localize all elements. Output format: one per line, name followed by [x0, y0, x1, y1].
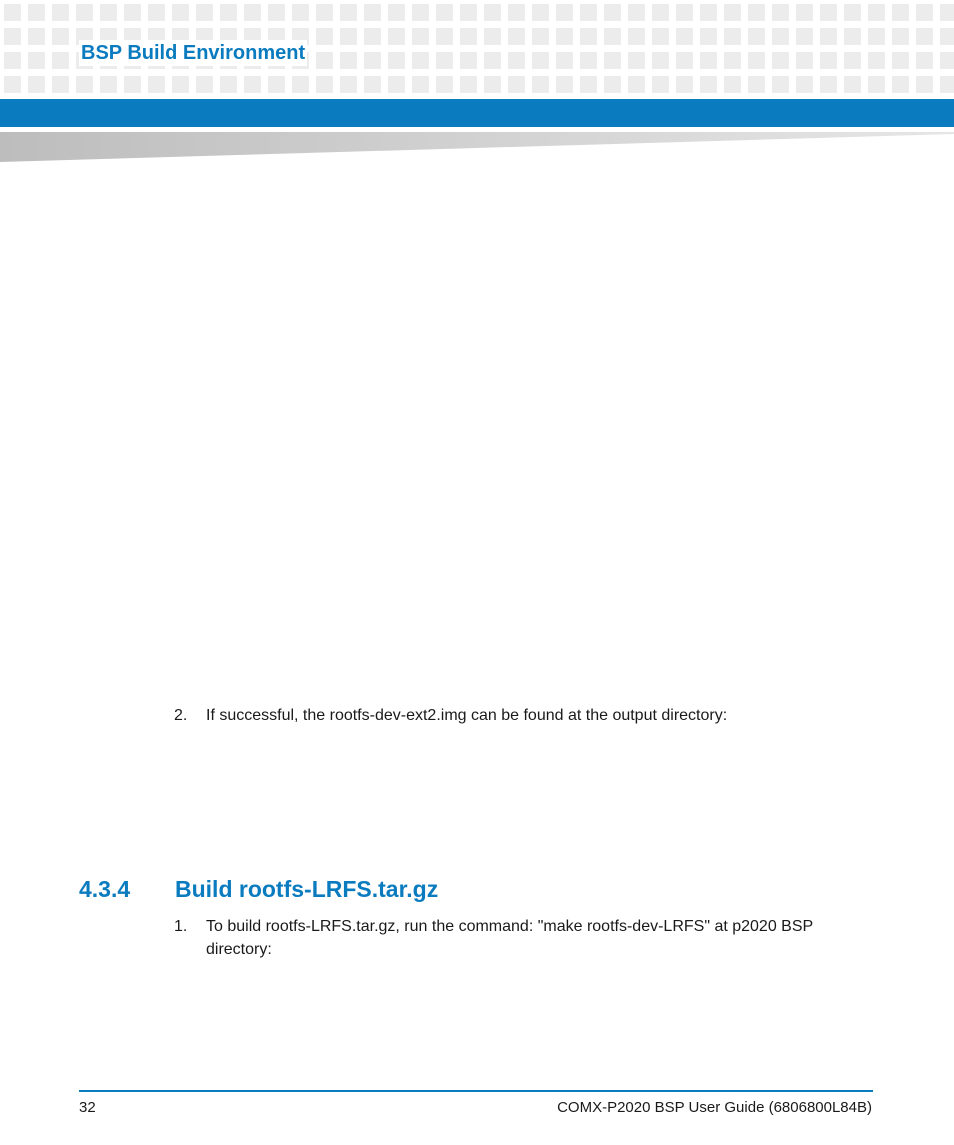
section-heading — [79, 874, 438, 904]
step-text: If successful, the rootfs-dev-ext2.img can be found at the output directory: — [206, 707, 728, 724]
section-title: Build rootfs-LRFS.tar.gz — [175, 876, 439, 902]
header-blue-bar — [0, 99, 954, 127]
step-number: 1. — [174, 918, 188, 935]
step-text: To build rootfs-LRFS.tar.gz, run the command: "make rootfs-dev-LRFS" at p2020 BSP directory: — [206, 918, 813, 958]
footer-doc-title: COMX-P2020 BSP User Guide (6806800L84B) — [557, 1099, 872, 1116]
footer-rule — [79, 1090, 873, 1092]
section-number: 4.3.4 — [79, 876, 131, 902]
page-number: 32 — [79, 1099, 96, 1116]
step-number: 2. — [174, 707, 188, 724]
header-title: BSP Build Environment — [81, 42, 306, 64]
header-gray-wedge — [0, 128, 954, 164]
